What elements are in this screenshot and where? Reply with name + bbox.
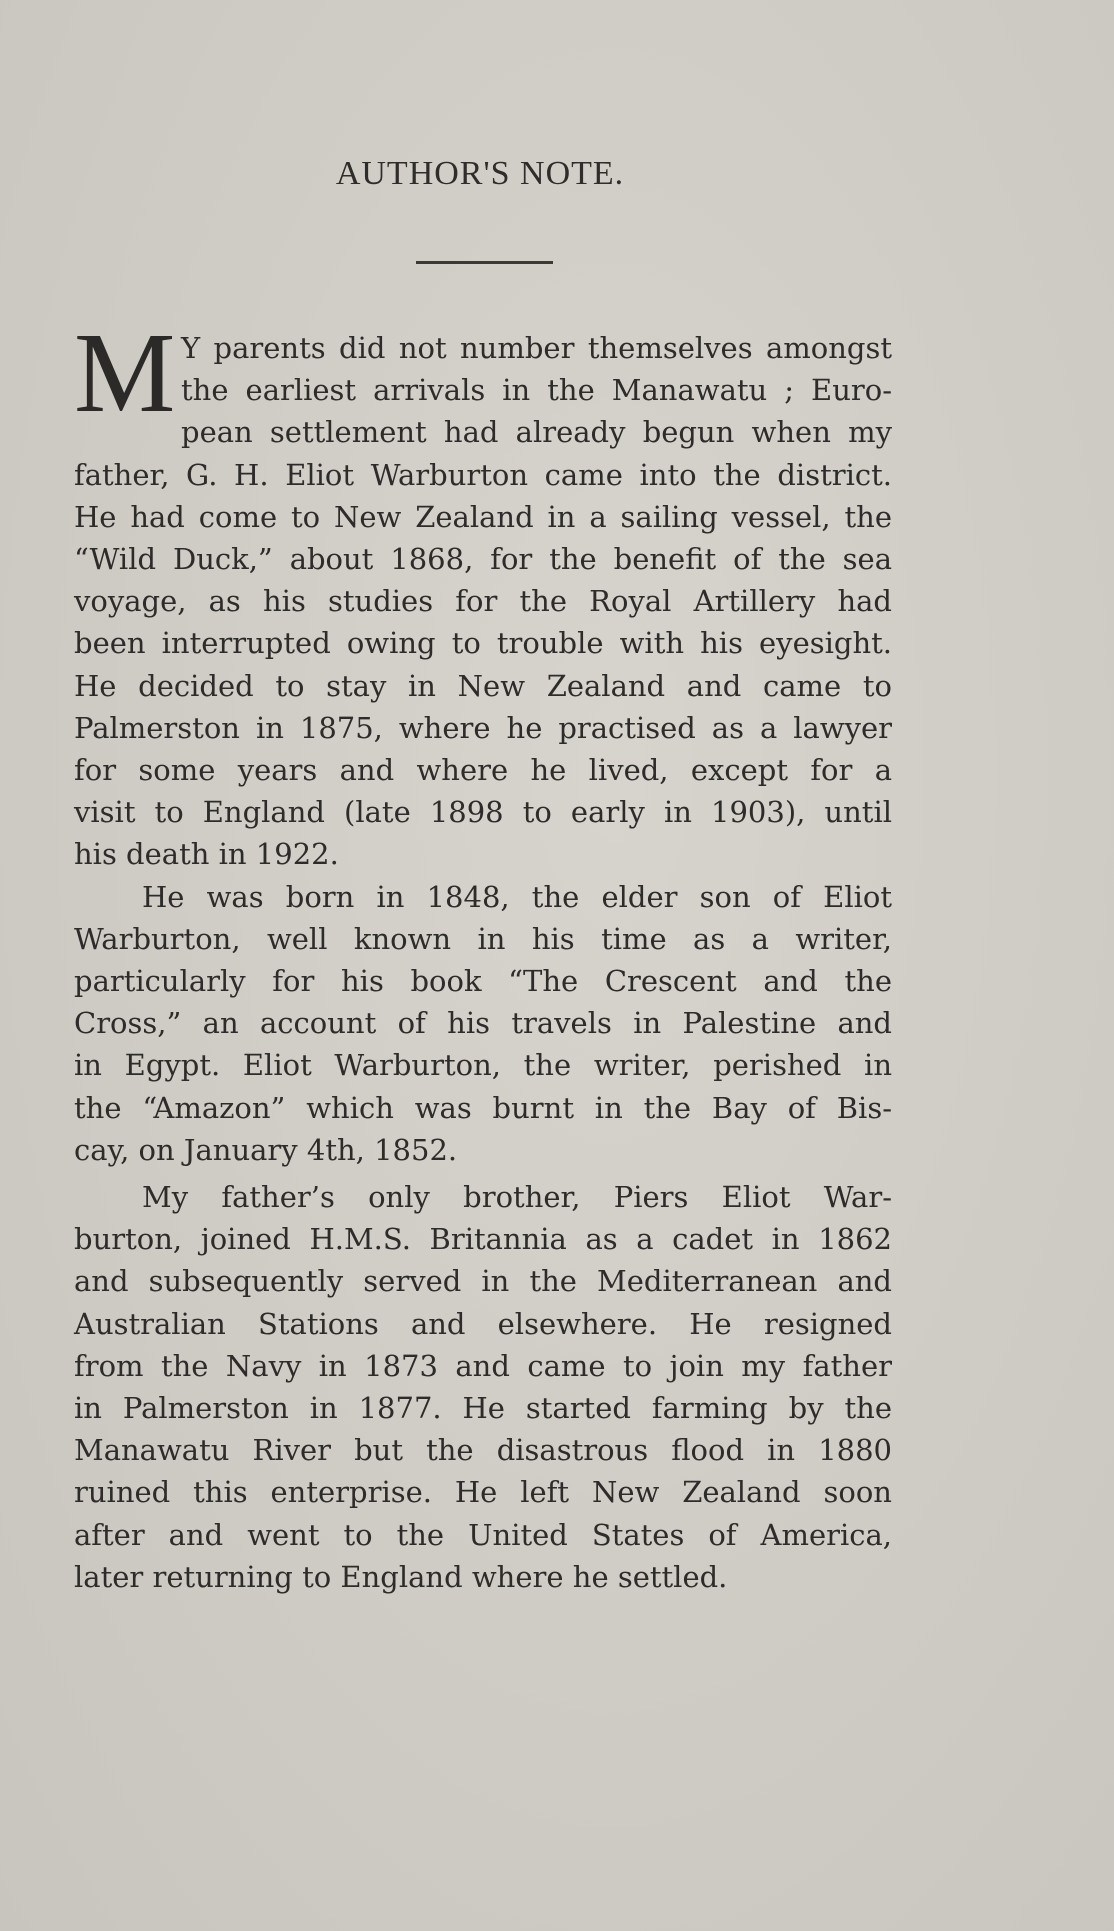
title-divider [416,261,553,264]
text-line: the “Amazon” which was burnt in the Bay of Bis- [74,1090,892,1125]
text-line: “Wild Duck,” about 1868, for the benefit of the sea [74,542,892,577]
text-line: been interrupted owing to trouble with his eyesight. [74,626,892,661]
text-line: cay, on January 4th, 1852. [74,1132,458,1167]
body-text [74,309,892,1603]
text-line: pean settlement had already begun when my [181,415,892,450]
text-line: the earliest arrivals in the Manawatu ; Euro- [181,373,892,408]
page-title: AUTHOR'S NOTE. [335,155,625,192]
text-line: for some years and where he lived, except for a [74,753,892,788]
paragraph-3 [74,1176,892,1598]
text-line: Australian Stations and elsewhere. He resigned [74,1306,892,1341]
text-line: visit to England (late 1898 to early in 1903), until [74,795,892,830]
text-line: He had come to New Zealand in a sailing vessel, the [74,499,892,534]
text-line: voyage, as his studies for the Royal Artillery had [74,584,892,619]
text-line: father, G. H. Eliot Warburton came into the district. [74,457,892,492]
text-line: in Egypt. Eliot Warburton, the writer, perished in [74,1048,892,1083]
text-line: after and went to the United States of America, [74,1517,892,1552]
text-line: He was born in 1848, the elder son of Eliot [142,879,892,914]
paragraph-1 [74,309,892,876]
text-line: burton, joined H.M.S. Britannia as a cadet in 1862 [74,1222,892,1257]
text-line: particularly for his book “The Crescent and the [74,964,892,999]
text-line: his death in 1922. [74,837,339,872]
text-line: My father’s only brother, Piers Eliot War- [142,1180,892,1215]
text-line: and subsequently served in the Mediterranean and [74,1264,892,1299]
text-line: Warburton, well known in his time as a writer, [74,921,892,956]
text-line: in Palmerston in 1877. He started farming by the [74,1391,892,1426]
text-line: ruined this enterprise. He left New Zealand soon [74,1475,892,1510]
text-line: Cross,” an account of his travels in Palestine and [74,1006,892,1041]
text-line: Palmerston in 1875, where he practised as a lawyer [74,710,892,745]
text-line: Manawatu River but the disastrous flood in 1880 [74,1433,892,1468]
text-line: Y parents did not number themselves amongst [181,331,892,365]
paragraph-2 [74,876,892,1171]
text-line: He decided to stay in New Zealand and came to [74,668,892,703]
drop-cap: M [74,309,176,436]
text-line: later returning to England where he settled. [74,1559,728,1594]
text-line: from the Navy in 1873 and came to join my father [74,1348,892,1383]
drop-cap-lines [74,309,892,454]
